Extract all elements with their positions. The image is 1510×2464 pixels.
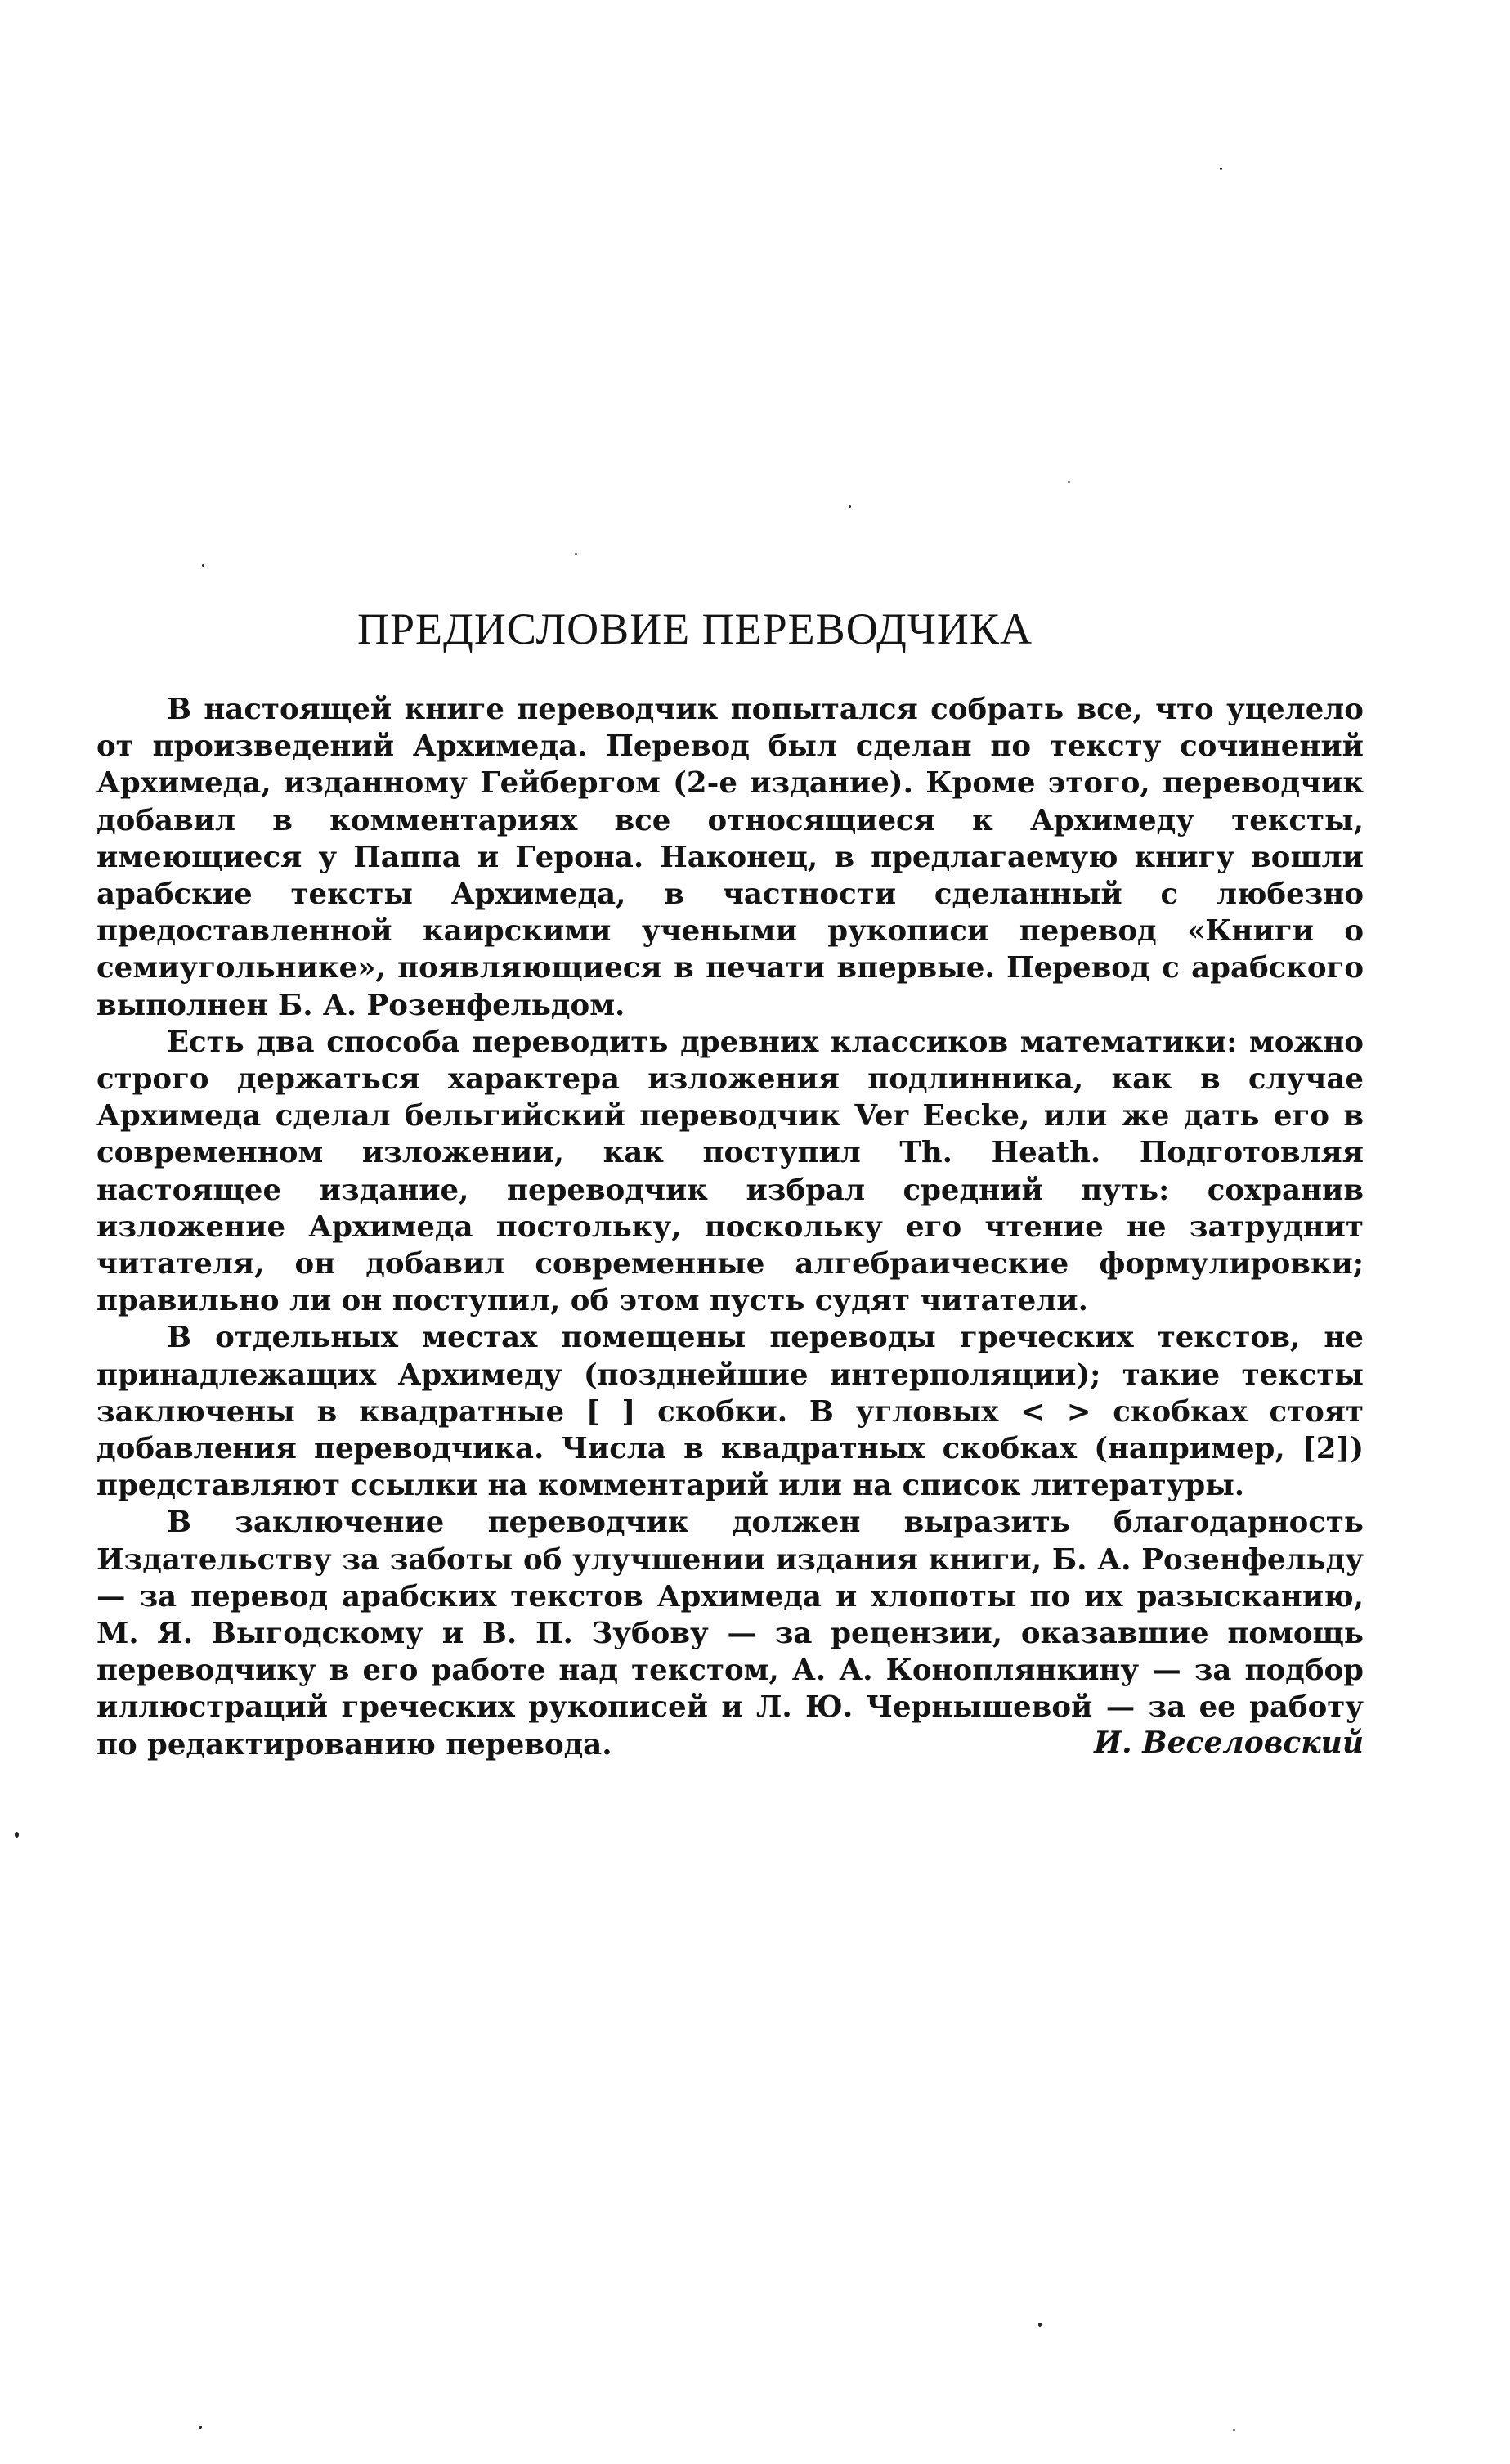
scan-speck: [1068, 481, 1070, 483]
scan-speck: [1233, 2429, 1235, 2431]
scan-speck: [1220, 168, 1222, 170]
body-text: [96, 691, 1364, 1763]
page-title: ПРЕДИСЛОВИЕ ПЕРЕВОДЧИКА: [357, 604, 1033, 653]
paragraph-translation-methods: Есть два способа переводить древних классиков математики: можно строго держаться характера изложения подлинника, как в случае Архимеда сделал бельгийский переводчик Ver Eecke, или же дать его в современном изложении, как поступил Th. Heath. Подготовляя настоящее издание, переводчик избрал средний путь: сохранив изложение Архимеда постольку, поскольку его чтение не затруднит читателя, он добавил современные алгебраические формулировки; правильно ли он поступил, об этом пусть судят читатели.: [96, 1025, 1364, 1318]
paragraph-notation: В отдельных местах помещены переводы греческих текстов, не принадлежащих Архимеду (позднейшие интерполяции); такие тексты заключены в квадратные [ ] скобки. В угловых < > скобках стоят добавления переводчика. Числа в квадратных скобках (например, [2]) представляют ссылки на комментарий или на список литературы.: [96, 1321, 1364, 1503]
scan-speck: [199, 2426, 202, 2429]
scan-speck: [849, 505, 851, 508]
scan-speck: [1038, 2323, 1042, 2327]
signature: И. Веселовский: [1094, 1726, 1364, 1760]
scan-speck: [15, 1832, 19, 1838]
scan-speck: [202, 564, 204, 567]
scan-speck: [575, 553, 577, 555]
paragraph-acknowledgements: В заключение переводчик должен выразить благодарность Издательству за заботы об улучшении издания книги, Б. А. Розенфельду — за перевод арабских текстов Архимеда и хлопоты по их разысканию, М. Я. Выгодскому и В. П. Зубову — за рецензии, оказавшие помощь переводчику в его работе над текстом, А. А. Коноплянкину — за подбор иллюстраций греческих рукописей и Л. Ю. Чернышевой — за ее работу по редактированию перевода.: [96, 1506, 1364, 1762]
paragraph-intro: В настоящей книге переводчик попытался собрать все, что уцелело от произведений Архимеда. Перевод был сделан по тексту сочинений Архимеда, изданному Гейбергом (2-е издание). Кроме этого, переводчик добавил в комментариях все относящиеся к Архимеду тексты, имеющиеся у Паппа и Герона. Наконец, в предлагаемую книгу вошли арабские тексты Архимеда, в частности сделанный с любезно предоставленной каирскими учеными рукописи перевод «Книги о семиугольнике», появляющиеся в печати впервые. Перевод с арабского выполнен Б. А. Розенфельдом.: [96, 693, 1364, 1022]
